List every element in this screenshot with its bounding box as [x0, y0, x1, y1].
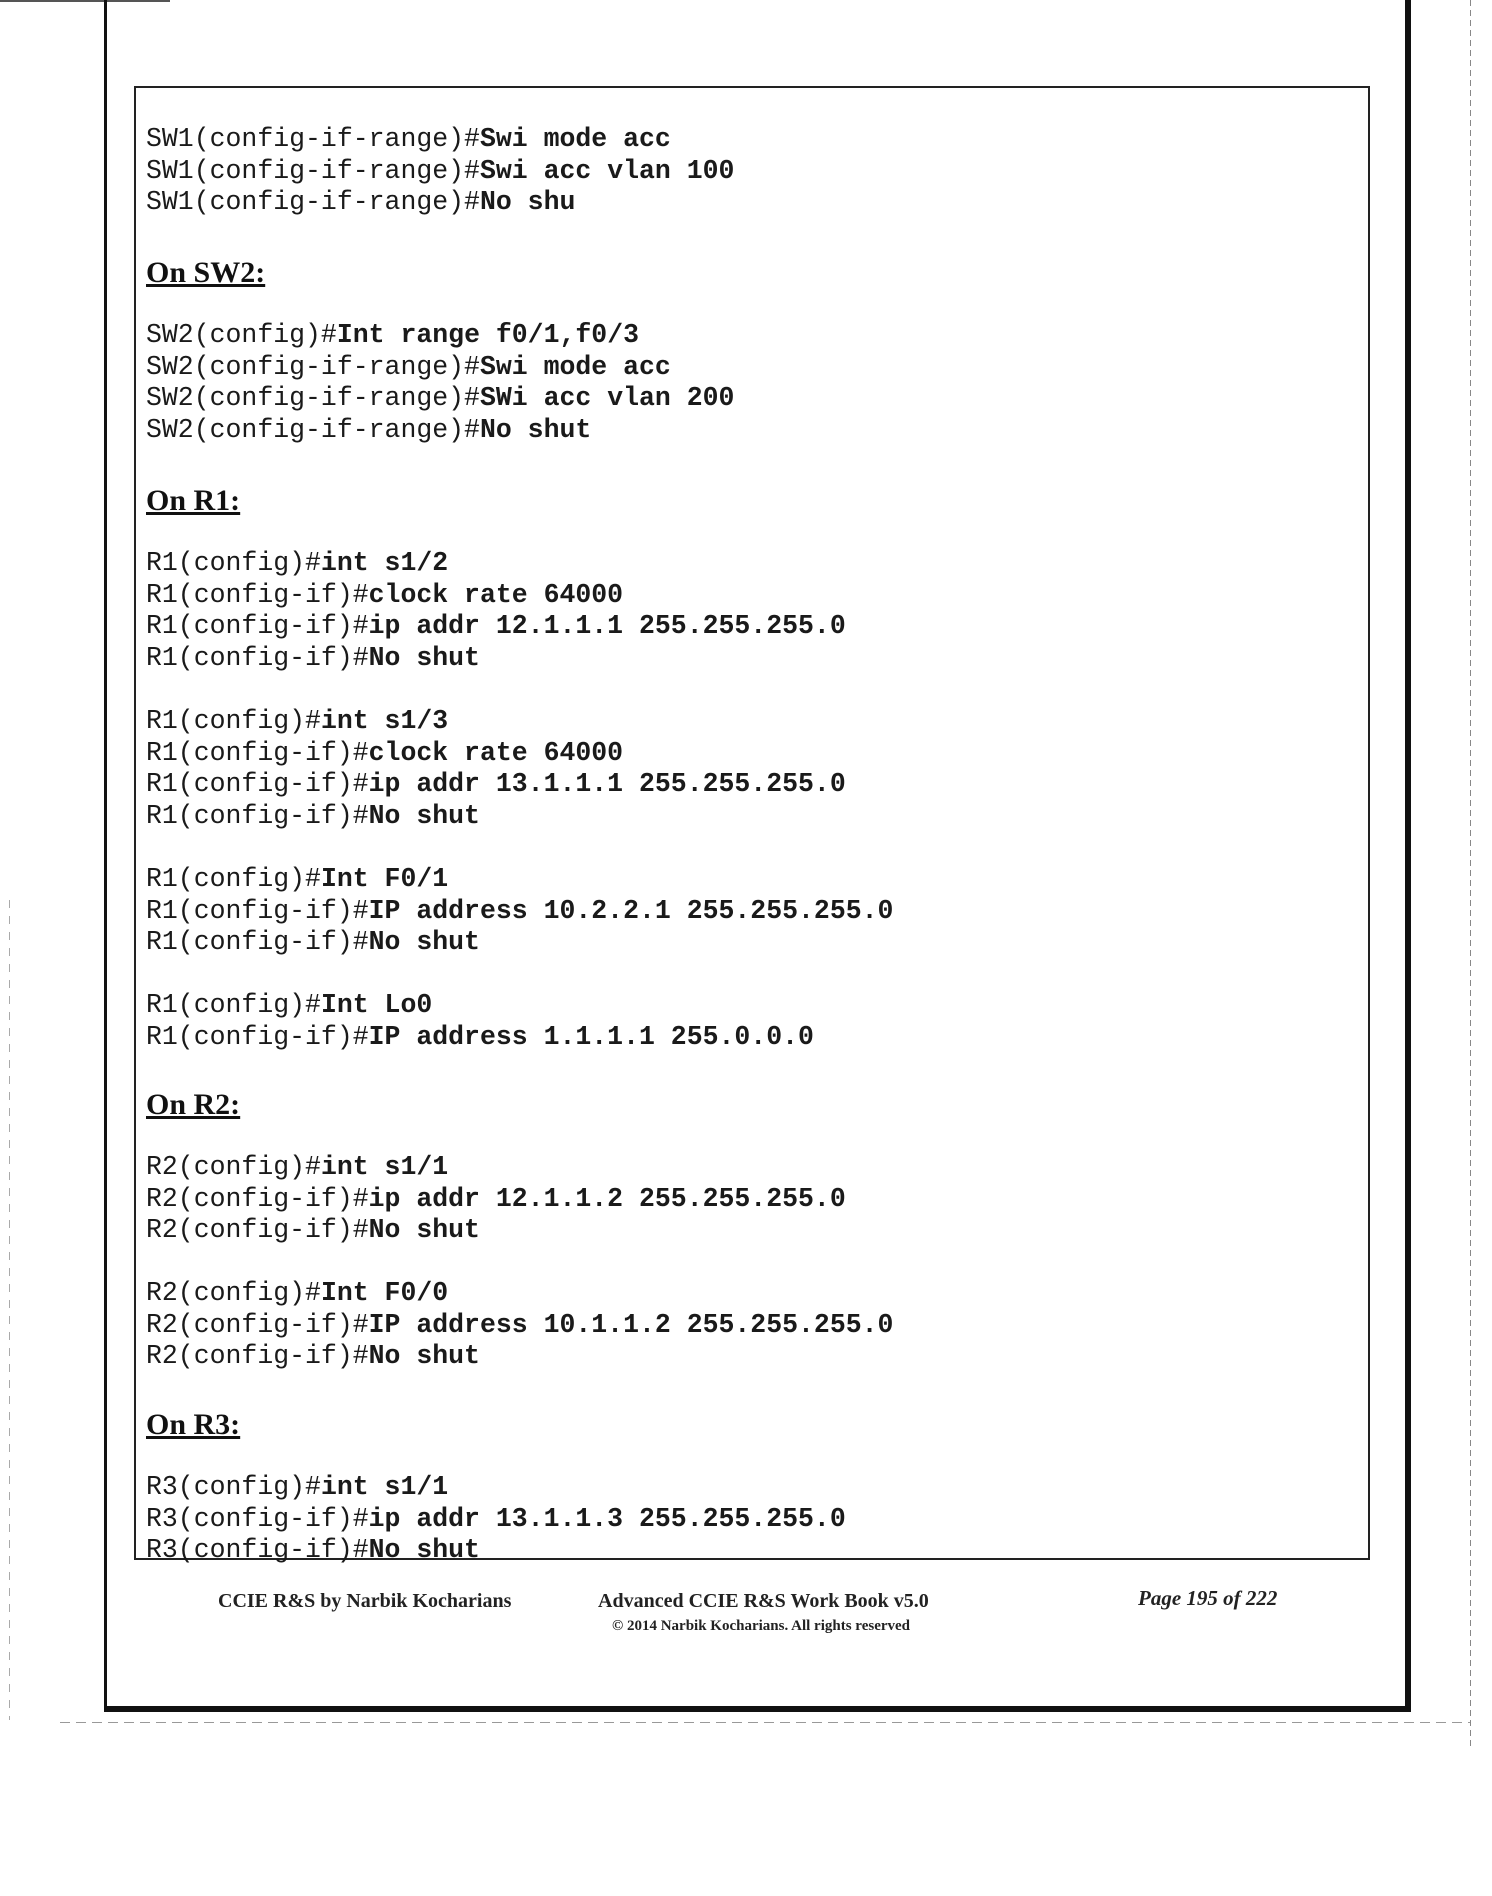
code-line: SW2(config)#Int range f0/1,f0/3	[146, 320, 639, 350]
code-block-r1-f0-1	[146, 864, 893, 959]
code-line: R2(config)#int s1/1	[146, 1152, 449, 1182]
code-line: R3(config-if)#ip addr 13.1.1.3 255.255.255.0	[146, 1503, 846, 1534]
footer-copyright: © 2014 Narbik Kocharians. All rights reserved	[612, 1618, 911, 1634]
code-line: R1(config-if)#IP address 1.1.1.1 255.0.0.0	[146, 1021, 814, 1052]
config-content-box	[134, 86, 1370, 1565]
heading-on-r1: On R1:	[146, 484, 241, 517]
code-line: SW1(config-if-range)#Swi acc vlan 100	[146, 155, 735, 186]
code-line: R2(config-if)#IP address 10.1.1.2 255.255.255.0	[146, 1309, 894, 1340]
code-line: SW2(config-if-range)#Swi mode acc	[146, 351, 671, 382]
code-block-r1-lo0	[146, 990, 814, 1053]
code-line: R1(config)#int s1/2	[146, 548, 449, 578]
code-line: R1(config-if)#clock rate 64000	[146, 737, 624, 768]
footer-book-title: Advanced CCIE R&S Work Book v5.0	[598, 1590, 929, 1612]
scan-edge-bottom	[60, 1722, 1470, 1723]
code-line: SW1(config-if-range)#Swi mode acc	[146, 124, 671, 154]
code-block-r1-s1-3	[146, 706, 846, 832]
scan-edge-left	[9, 900, 10, 1720]
code-block-r2-f0-0	[146, 1278, 893, 1373]
heading-on-r3: On R3:	[146, 1408, 241, 1441]
code-line: R1(config)#int s1/3	[146, 706, 449, 736]
code-line: R3(config-if)#No shut	[146, 1535, 480, 1565]
code-line: R2(config-if)#No shut	[146, 1215, 480, 1245]
code-line: R1(config-if)#ip addr 13.1.1.1 255.255.255.0	[146, 769, 846, 799]
heading-on-r2: On R2:	[146, 1088, 241, 1121]
footer-page-number: Page 195 of 222	[1138, 1586, 1278, 1610]
code-line: R1(config-if)#IP address 10.2.2.1 255.255.255.0	[146, 895, 894, 926]
code-line: R2(config-if)#No shut	[146, 1341, 480, 1371]
code-block-r2-s1-1	[146, 1152, 846, 1247]
code-line: R1(config-if)#ip addr 12.1.1.1 255.255.255.0	[146, 611, 846, 641]
code-line: SW1(config-if-range)#No shu	[146, 187, 576, 217]
code-block-sw1	[146, 124, 734, 219]
code-line: SW2(config-if-range)#No shut	[146, 414, 592, 445]
code-block-r1-s1-2	[146, 548, 846, 674]
scan-edge-right	[1470, 0, 1471, 1748]
footer-author: CCIE R&S by Narbik Kocharians	[218, 1590, 512, 1612]
heading-on-sw2: On SW2:	[146, 256, 266, 289]
code-line: R1(config-if)#No shut	[146, 642, 480, 673]
code-line: SW2(config-if-range)#SWi acc vlan 200	[146, 383, 735, 413]
code-line: R2(config-if)#ip addr 12.1.1.2 255.255.255.0	[146, 1183, 846, 1214]
code-line: R1(config)#Int F0/1	[146, 864, 449, 894]
code-line: R3(config)#int s1/1	[146, 1472, 449, 1502]
code-line: R1(config-if)#clock rate 64000	[146, 579, 624, 610]
code-line: R1(config-if)#No shut	[146, 800, 480, 831]
code-block-sw2	[146, 320, 734, 446]
code-line: R1(config-if)#No shut	[146, 927, 480, 957]
code-block-r3-s1-1	[146, 1472, 846, 1567]
code-line: R2(config)#Int F0/0	[146, 1278, 449, 1308]
code-line: R1(config)#Int Lo0	[146, 990, 433, 1020]
